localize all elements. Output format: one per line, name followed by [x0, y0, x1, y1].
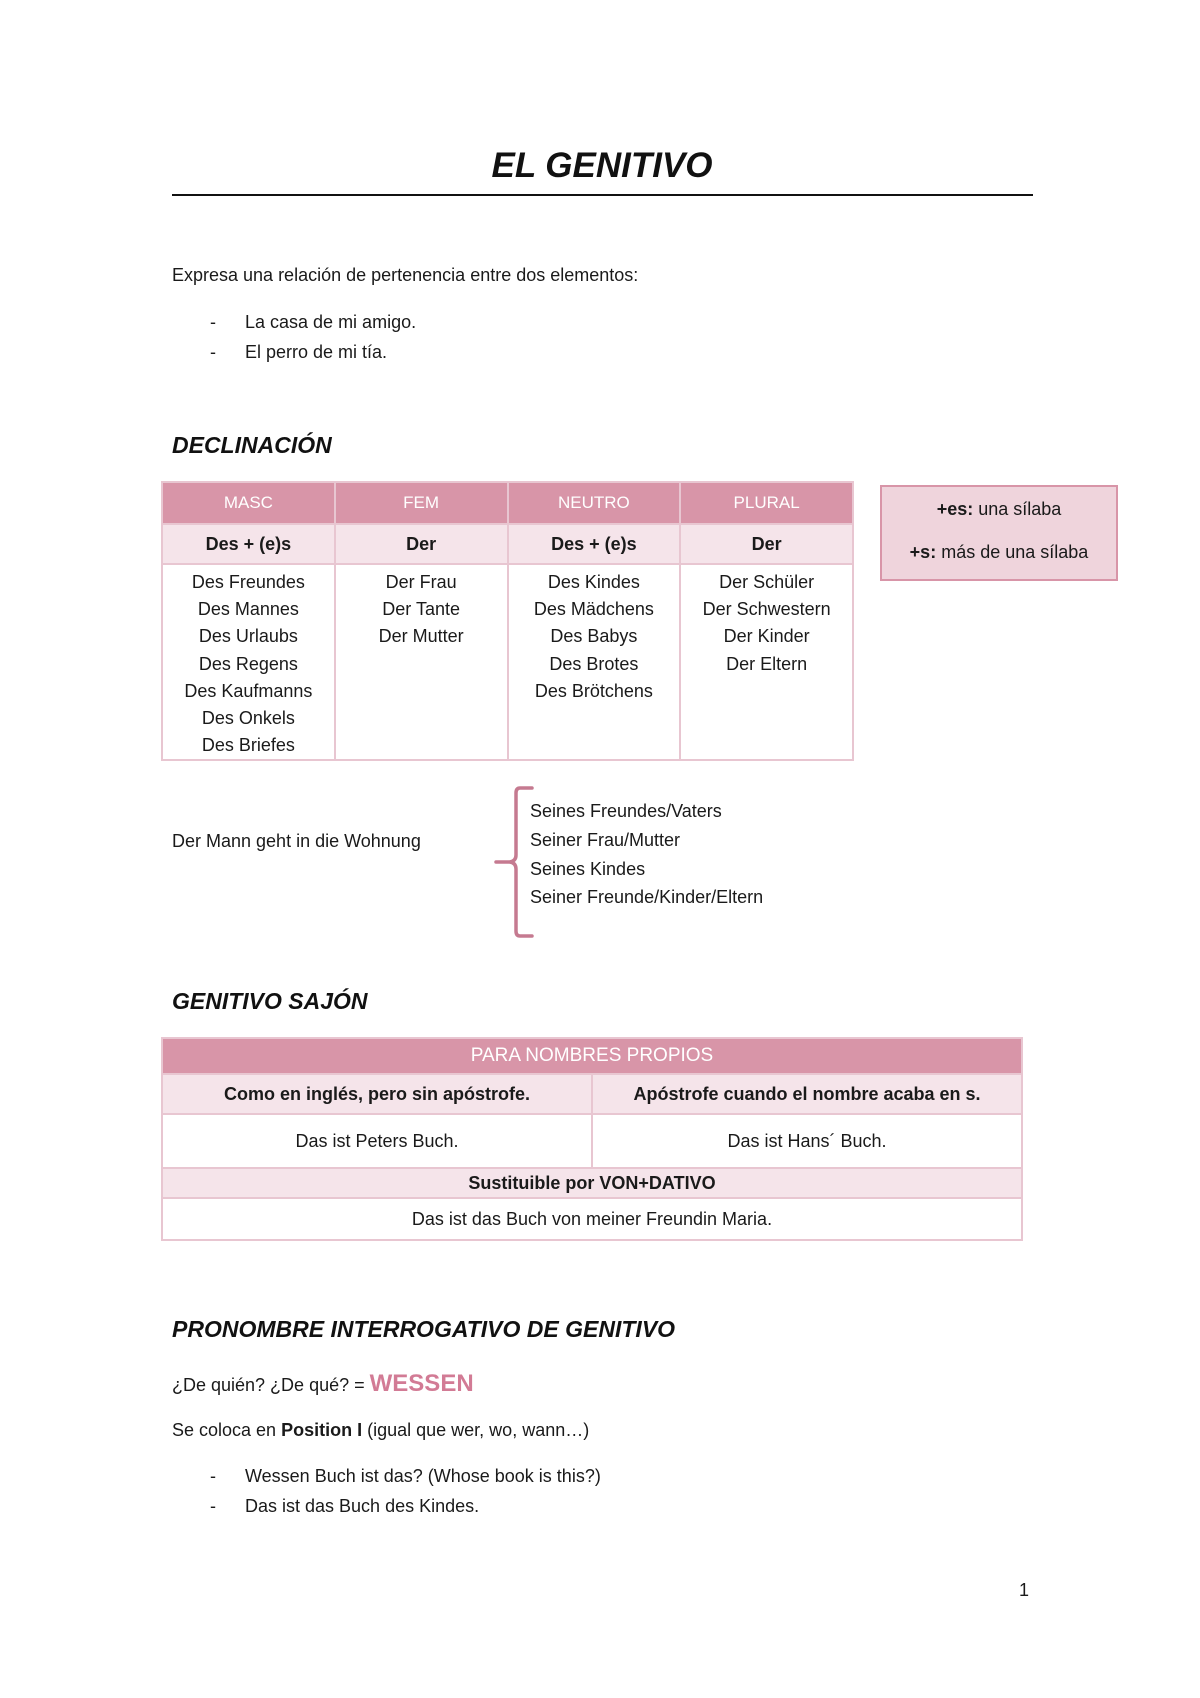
sajon-substitute-example-row — [162, 1198, 1022, 1240]
substitute-example: Das ist das Buch von meiner Freundin Maria. — [162, 1198, 1022, 1240]
example-right: Das ist Hans´ Buch. — [592, 1114, 1022, 1168]
word-item: Des Brotes — [549, 653, 639, 674]
ending-neutro: Des + (e)s — [508, 524, 681, 564]
ending-masc: Des + (e)s — [162, 524, 335, 564]
example-left: Das ist Peters Buch. — [162, 1114, 592, 1168]
note-text: una sílaba — [973, 499, 1062, 519]
rule-right: Apóstrofe cuando el nombre acaba en s. — [592, 1074, 1022, 1114]
pronombre-bullet — [210, 1496, 216, 1517]
pronombre-bullet-text: Das ist das Buch des Kindes. — [245, 1496, 480, 1516]
genitive-options-list — [530, 797, 763, 912]
section-heading-sajon: GENITIVO SAJÓN — [172, 988, 368, 1014]
word-item: Des Regens — [198, 653, 298, 674]
list-item: Seiner Frau/Mutter — [530, 829, 681, 850]
intro-bullet-text: El perro de mi tía. — [245, 342, 388, 362]
intro-bullet-text: La casa de mi amigo. — [245, 312, 417, 332]
section-heading-declinacion: DECLINACIÓN — [172, 432, 332, 458]
ending-fem: Der — [335, 524, 508, 564]
ending-plural: Der — [680, 524, 853, 564]
words-fem — [335, 564, 508, 760]
pronombre-bullet — [210, 1466, 216, 1487]
word-item: Des Babys — [550, 626, 638, 647]
position-bold: Position I — [281, 1420, 363, 1440]
page-number: 1 — [1019, 1580, 1030, 1600]
list-item: Seines Kindes — [530, 858, 646, 879]
word-item: Des Freundes — [191, 572, 305, 592]
position-pre: Se coloca en — [172, 1420, 277, 1440]
word-item: Des Onkels — [201, 708, 295, 729]
word-item: Der Frau — [385, 572, 457, 592]
word-item: Der Schüler — [719, 572, 815, 592]
intro-text: Expresa una relación de pertenencia entre dos elementos: — [172, 265, 639, 285]
word-item: Der Tante — [382, 599, 460, 620]
note-line-s — [882, 542, 1116, 563]
words-neutro — [508, 564, 681, 760]
column-header-plural: PLURAL — [680, 482, 853, 524]
wessen-line — [172, 1370, 474, 1398]
intro-bullet — [210, 342, 216, 363]
declension-words-row — [162, 564, 853, 760]
note-bold: +s: — [909, 542, 937, 562]
note-line-es — [882, 499, 1116, 520]
rule-left: Como en inglés, pero sin apóstrofe. — [162, 1074, 592, 1114]
pronombre-bullet-text: Wessen Buch ist das? (Whose book is this?) — [245, 1466, 601, 1486]
word-item: Der Mutter — [378, 626, 464, 647]
position-post: (igual que wer, wo, wann…) — [367, 1420, 590, 1440]
words-masc — [162, 564, 335, 760]
example-sentence: Der Mann geht in die Wohnung — [172, 831, 421, 851]
column-header-masc: MASC — [162, 482, 335, 524]
declension-ending-row — [162, 524, 853, 564]
page-title: EL GENITIVO — [491, 146, 713, 185]
question-text: ¿De quién? ¿De qué? = — [172, 1375, 365, 1395]
sajon-table — [161, 1037, 1023, 1241]
sajon-substitute-row — [162, 1168, 1022, 1198]
note-bold: +es: — [936, 499, 974, 519]
title-underline — [172, 194, 1033, 196]
declension-header-row — [162, 482, 853, 524]
bullet-dash: - — [210, 1466, 216, 1486]
word-item: Des Kaufmanns — [184, 680, 313, 701]
sajon-example-row — [162, 1114, 1022, 1168]
list-item: Seines Freundes/Vaters — [530, 801, 722, 821]
note-text: más de una sílaba — [936, 542, 1089, 562]
section-heading-pronombre: PRONOMBRE INTERROGATIVO DE GENITIVO — [172, 1316, 676, 1342]
word-item: Der Eltern — [726, 653, 808, 674]
list-item: Seiner Freunde/Kinder/Eltern — [530, 887, 764, 908]
words-plural — [680, 564, 853, 760]
bullet-dash: - — [210, 1496, 216, 1516]
word-item: Der Schwestern — [702, 599, 831, 620]
position-line — [172, 1420, 589, 1441]
ending-note-box — [880, 485, 1118, 581]
intro-bullet — [210, 312, 216, 333]
sajon-header-row — [162, 1038, 1022, 1074]
declension-table — [161, 481, 854, 761]
bullet-dash: - — [210, 342, 216, 362]
word-item: Des Brötchens — [534, 680, 653, 701]
substitute-rule: Sustituible por VON+DATIVO — [162, 1168, 1022, 1198]
sajon-rule-row — [162, 1074, 1022, 1114]
column-header-fem: FEM — [335, 482, 508, 524]
sajon-table-header: PARA NOMBRES PROPIOS — [162, 1038, 1022, 1074]
wessen-highlight: WESSEN — [369, 1370, 474, 1397]
word-item: Des Urlaubs — [198, 626, 298, 647]
word-item: Der Kinder — [723, 626, 810, 647]
word-item: Des Mannes — [197, 599, 299, 620]
word-item: Des Kindes — [547, 572, 640, 592]
bullet-dash: - — [210, 312, 216, 332]
column-header-neutro: NEUTRO — [508, 482, 681, 524]
word-item: Des Mädchens — [533, 599, 654, 620]
word-item: Des Briefes — [201, 735, 295, 756]
